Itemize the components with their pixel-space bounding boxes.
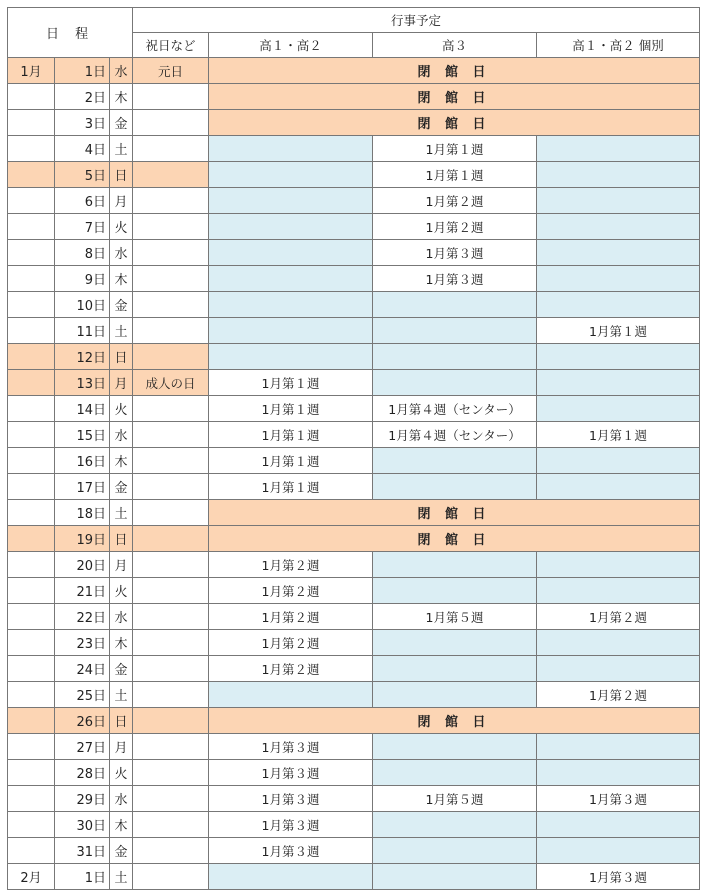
k12-cell xyxy=(209,864,373,890)
table-header xyxy=(8,8,700,58)
weekday-cell: 水 xyxy=(110,786,133,812)
closed-cell: 閉 館 日 xyxy=(209,58,700,84)
k3-cell xyxy=(373,578,537,604)
individual-header: 高１・高２ 個別 xyxy=(537,33,700,58)
k12-cell xyxy=(209,292,373,318)
day-cell: 24日 xyxy=(55,656,110,682)
weekday-cell: 水 xyxy=(110,58,133,84)
holiday-cell xyxy=(133,552,209,578)
weekday-cell: 月 xyxy=(110,370,133,396)
month-cell xyxy=(8,578,55,604)
day-cell: 16日 xyxy=(55,448,110,474)
ind-cell xyxy=(537,214,700,240)
k3-cell xyxy=(373,630,537,656)
holiday-cell xyxy=(133,162,209,188)
table-body xyxy=(8,58,700,890)
ind-cell: 1月第１週 xyxy=(537,318,700,344)
k12-cell: 1月第３週 xyxy=(209,734,373,760)
month-cell xyxy=(8,682,55,708)
month-cell xyxy=(8,188,55,214)
day-cell: 2日 xyxy=(55,84,110,110)
k3-cell: 1月第４週（センター） xyxy=(373,396,537,422)
weekday-cell: 木 xyxy=(110,630,133,656)
ind-cell: 1月第３週 xyxy=(537,864,700,890)
k3-cell xyxy=(373,734,537,760)
holiday-cell xyxy=(133,240,209,266)
table-row xyxy=(8,526,700,552)
table-row xyxy=(8,318,700,344)
holiday-cell xyxy=(133,422,209,448)
month-cell xyxy=(8,318,55,344)
table-row xyxy=(8,162,700,188)
holiday-cell: 元日 xyxy=(133,58,209,84)
holiday-cell xyxy=(133,292,209,318)
weekday-cell: 土 xyxy=(110,136,133,162)
weekday-cell: 月 xyxy=(110,734,133,760)
month-cell xyxy=(8,500,55,526)
table-row xyxy=(8,630,700,656)
day-cell: 17日 xyxy=(55,474,110,500)
k3-cell xyxy=(373,760,537,786)
weekday-cell: 金 xyxy=(110,110,133,136)
schedule-table xyxy=(7,7,700,890)
ind-cell xyxy=(537,474,700,500)
month-cell xyxy=(8,630,55,656)
day-cell: 27日 xyxy=(55,734,110,760)
month-cell xyxy=(8,552,55,578)
ind-cell xyxy=(537,370,700,396)
closed-cell: 閉 館 日 xyxy=(209,110,700,136)
table-row xyxy=(8,240,700,266)
weekday-cell: 火 xyxy=(110,396,133,422)
table-row xyxy=(8,864,700,890)
ind-cell: 1月第１週 xyxy=(537,422,700,448)
weekday-cell: 水 xyxy=(110,604,133,630)
k12-cell: 1月第１週 xyxy=(209,396,373,422)
ind-cell xyxy=(537,136,700,162)
k3-cell: 1月第５週 xyxy=(373,604,537,630)
month-cell xyxy=(8,656,55,682)
weekday-cell: 金 xyxy=(110,474,133,500)
month-cell xyxy=(8,812,55,838)
table-row xyxy=(8,838,700,864)
holiday-cell xyxy=(133,344,209,370)
weekday-cell: 金 xyxy=(110,656,133,682)
ind-cell: 1月第２週 xyxy=(537,604,700,630)
holiday-cell xyxy=(133,630,209,656)
k12-cell: 1月第１週 xyxy=(209,370,373,396)
k3-cell xyxy=(373,864,537,890)
month-cell: 2月 xyxy=(8,864,55,890)
weekday-cell: 日 xyxy=(110,708,133,734)
k12-cell: 1月第１週 xyxy=(209,422,373,448)
weekday-cell: 土 xyxy=(110,318,133,344)
day-cell: 14日 xyxy=(55,396,110,422)
table-row xyxy=(8,734,700,760)
k3-cell xyxy=(373,344,537,370)
k12-cell: 1月第３週 xyxy=(209,812,373,838)
holiday-cell xyxy=(133,214,209,240)
k12-cell xyxy=(209,214,373,240)
table-row xyxy=(8,370,700,396)
weekday-cell: 土 xyxy=(110,500,133,526)
ind-cell xyxy=(537,760,700,786)
k3-cell: 1月第２週 xyxy=(373,188,537,214)
ind-cell xyxy=(537,344,700,370)
day-cell: 31日 xyxy=(55,838,110,864)
weekday-cell: 木 xyxy=(110,448,133,474)
day-cell: 30日 xyxy=(55,812,110,838)
day-cell: 4日 xyxy=(55,136,110,162)
k12-cell: 1月第１週 xyxy=(209,474,373,500)
closed-cell: 閉 館 日 xyxy=(209,500,700,526)
day-cell: 20日 xyxy=(55,552,110,578)
day-cell: 6日 xyxy=(55,188,110,214)
day-cell: 10日 xyxy=(55,292,110,318)
holiday-cell xyxy=(133,318,209,344)
month-cell xyxy=(8,786,55,812)
k12-cell xyxy=(209,240,373,266)
weekday-cell: 火 xyxy=(110,578,133,604)
day-cell: 1日 xyxy=(55,864,110,890)
day-cell: 29日 xyxy=(55,786,110,812)
k3-cell xyxy=(373,370,537,396)
holidays-header: 祝日など xyxy=(133,33,209,58)
k12-cell xyxy=(209,162,373,188)
weekday-cell: 木 xyxy=(110,812,133,838)
weekday-cell: 日 xyxy=(110,526,133,552)
weekday-cell: 水 xyxy=(110,422,133,448)
ind-cell: 1月第２週 xyxy=(537,682,700,708)
month-cell xyxy=(8,396,55,422)
month-cell xyxy=(8,604,55,630)
day-cell: 21日 xyxy=(55,578,110,604)
weekday-cell: 土 xyxy=(110,682,133,708)
k3-cell xyxy=(373,448,537,474)
k12-header: 高１・高２ xyxy=(209,33,373,58)
k3-cell: 1月第５週 xyxy=(373,786,537,812)
ind-cell xyxy=(537,240,700,266)
closed-cell: 閉 館 日 xyxy=(209,526,700,552)
holiday-cell xyxy=(133,448,209,474)
ind-cell xyxy=(537,656,700,682)
month-cell xyxy=(8,526,55,552)
k12-cell xyxy=(209,344,373,370)
day-cell: 1日 xyxy=(55,58,110,84)
weekday-cell: 火 xyxy=(110,214,133,240)
holiday-cell xyxy=(133,500,209,526)
ind-cell xyxy=(537,812,700,838)
k12-cell: 1月第２週 xyxy=(209,604,373,630)
k3-cell xyxy=(373,318,537,344)
holiday-cell xyxy=(133,604,209,630)
ind-cell xyxy=(537,448,700,474)
weekday-cell: 木 xyxy=(110,266,133,292)
ind-cell xyxy=(537,734,700,760)
table-row xyxy=(8,188,700,214)
k12-cell xyxy=(209,318,373,344)
k12-cell: 1月第３週 xyxy=(209,786,373,812)
table-row xyxy=(8,552,700,578)
table-row xyxy=(8,812,700,838)
table-row xyxy=(8,292,700,318)
holiday-cell xyxy=(133,396,209,422)
k3-cell: 1月第１週 xyxy=(373,162,537,188)
holiday-cell xyxy=(133,708,209,734)
day-cell: 9日 xyxy=(55,266,110,292)
weekday-cell: 火 xyxy=(110,760,133,786)
month-cell: 1月 xyxy=(8,58,55,84)
table-row xyxy=(8,760,700,786)
k3-cell: 1月第１週 xyxy=(373,136,537,162)
month-cell xyxy=(8,110,55,136)
day-cell: 25日 xyxy=(55,682,110,708)
ind-cell xyxy=(537,188,700,214)
table-row xyxy=(8,422,700,448)
weekday-cell: 金 xyxy=(110,838,133,864)
table-row xyxy=(8,344,700,370)
table-row xyxy=(8,110,700,136)
k3-cell xyxy=(373,292,537,318)
month-cell xyxy=(8,136,55,162)
k12-cell: 1月第２週 xyxy=(209,552,373,578)
month-cell xyxy=(8,474,55,500)
month-cell xyxy=(8,422,55,448)
events-header: 行事予定 xyxy=(133,8,700,33)
month-cell xyxy=(8,344,55,370)
table-row xyxy=(8,214,700,240)
holiday-cell xyxy=(133,578,209,604)
day-cell: 5日 xyxy=(55,162,110,188)
ind-cell: 1月第３週 xyxy=(537,786,700,812)
ind-cell xyxy=(537,396,700,422)
ind-cell xyxy=(537,292,700,318)
day-cell: 8日 xyxy=(55,240,110,266)
month-cell xyxy=(8,448,55,474)
weekday-cell: 月 xyxy=(110,552,133,578)
table-row xyxy=(8,474,700,500)
holiday-cell xyxy=(133,188,209,214)
holiday-cell: 成人の日 xyxy=(133,370,209,396)
k12-cell: 1月第２週 xyxy=(209,656,373,682)
ind-cell xyxy=(537,266,700,292)
weekday-cell: 木 xyxy=(110,84,133,110)
holiday-cell xyxy=(133,266,209,292)
k3-header: 高３ xyxy=(373,33,537,58)
month-cell xyxy=(8,760,55,786)
month-cell xyxy=(8,240,55,266)
weekday-cell: 日 xyxy=(110,162,133,188)
table-row xyxy=(8,578,700,604)
weekday-cell: 日 xyxy=(110,344,133,370)
k12-cell xyxy=(209,188,373,214)
k12-cell xyxy=(209,682,373,708)
month-cell xyxy=(8,214,55,240)
day-cell: 18日 xyxy=(55,500,110,526)
table-row xyxy=(8,656,700,682)
day-cell: 12日 xyxy=(55,344,110,370)
k3-cell xyxy=(373,682,537,708)
month-cell xyxy=(8,838,55,864)
k3-cell: 1月第３週 xyxy=(373,240,537,266)
k12-cell: 1月第３週 xyxy=(209,760,373,786)
day-cell: 28日 xyxy=(55,760,110,786)
day-cell: 13日 xyxy=(55,370,110,396)
day-cell: 3日 xyxy=(55,110,110,136)
table-row xyxy=(8,708,700,734)
weekday-cell: 金 xyxy=(110,292,133,318)
table-row xyxy=(8,500,700,526)
month-cell xyxy=(8,370,55,396)
k3-cell xyxy=(373,838,537,864)
table-row xyxy=(8,266,700,292)
k12-cell: 1月第２週 xyxy=(209,578,373,604)
ind-cell xyxy=(537,162,700,188)
day-cell: 11日 xyxy=(55,318,110,344)
holiday-cell xyxy=(133,656,209,682)
day-cell: 23日 xyxy=(55,630,110,656)
holiday-cell xyxy=(133,682,209,708)
month-cell xyxy=(8,734,55,760)
table-row xyxy=(8,58,700,84)
k3-cell xyxy=(373,474,537,500)
table-row xyxy=(8,682,700,708)
ind-cell xyxy=(537,552,700,578)
holiday-cell xyxy=(133,110,209,136)
ind-cell xyxy=(537,578,700,604)
k3-cell: 1月第４週（センター） xyxy=(373,422,537,448)
table-row xyxy=(8,604,700,630)
ind-cell xyxy=(537,630,700,656)
schedule-header: 日 程 xyxy=(8,8,133,58)
holiday-cell xyxy=(133,812,209,838)
k12-cell: 1月第３週 xyxy=(209,838,373,864)
month-cell xyxy=(8,266,55,292)
day-cell: 15日 xyxy=(55,422,110,448)
ind-cell xyxy=(537,838,700,864)
schedule-sheet xyxy=(7,7,700,890)
day-cell: 22日 xyxy=(55,604,110,630)
k12-cell xyxy=(209,266,373,292)
table-row xyxy=(8,786,700,812)
table-row xyxy=(8,396,700,422)
month-cell xyxy=(8,708,55,734)
month-cell xyxy=(8,84,55,110)
holiday-cell xyxy=(133,838,209,864)
k12-cell: 1月第２週 xyxy=(209,630,373,656)
k3-cell xyxy=(373,812,537,838)
table-row xyxy=(8,448,700,474)
table-row xyxy=(8,84,700,110)
k12-cell: 1月第１週 xyxy=(209,448,373,474)
weekday-cell: 土 xyxy=(110,864,133,890)
holiday-cell xyxy=(133,760,209,786)
weekday-cell: 水 xyxy=(110,240,133,266)
weekday-cell: 月 xyxy=(110,188,133,214)
holiday-cell xyxy=(133,474,209,500)
k3-cell: 1月第３週 xyxy=(373,266,537,292)
day-cell: 19日 xyxy=(55,526,110,552)
holiday-cell xyxy=(133,84,209,110)
k3-cell xyxy=(373,656,537,682)
day-cell: 26日 xyxy=(55,708,110,734)
month-cell xyxy=(8,162,55,188)
holiday-cell xyxy=(133,136,209,162)
holiday-cell xyxy=(133,786,209,812)
k3-cell xyxy=(373,552,537,578)
closed-cell: 閉 館 日 xyxy=(209,708,700,734)
closed-cell: 閉 館 日 xyxy=(209,84,700,110)
table-row xyxy=(8,136,700,162)
holiday-cell xyxy=(133,864,209,890)
day-cell: 7日 xyxy=(55,214,110,240)
k12-cell xyxy=(209,136,373,162)
holiday-cell xyxy=(133,734,209,760)
holiday-cell xyxy=(133,526,209,552)
k3-cell: 1月第２週 xyxy=(373,214,537,240)
month-cell xyxy=(8,292,55,318)
